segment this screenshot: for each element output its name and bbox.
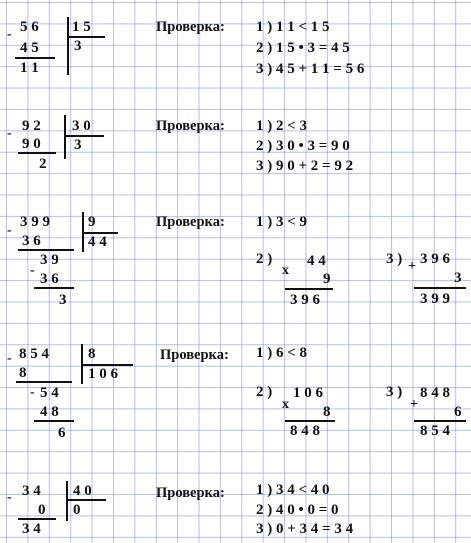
addend-2: 3	[454, 270, 462, 286]
check-step-1: 1 ) 2 < 3	[256, 118, 308, 134]
remainder: 3 4	[22, 521, 41, 537]
subtrahend: 4 5	[20, 40, 39, 56]
divisor: 3 0	[72, 118, 91, 134]
plus-sign: +	[410, 397, 418, 412]
dividend: 3 9 9	[20, 214, 50, 230]
remainder: 3	[59, 292, 67, 308]
addend-2: 6	[454, 404, 462, 420]
quotient: 3	[74, 137, 82, 153]
multiplier: 8	[323, 404, 331, 420]
check-step-1: 1 ) 1 1 < 1 5	[256, 19, 330, 35]
multiplier: 9	[323, 271, 331, 287]
check-step-1: 1 ) 6 < 8	[256, 345, 308, 361]
quotient: 4 4	[88, 234, 107, 250]
step-2-subtrahend: 4 8	[40, 404, 59, 420]
step-1-line	[16, 381, 72, 383]
product: 3 9 6	[290, 292, 320, 308]
check-step-2: 2 ) 3 0 • 3 = 9 0	[256, 138, 350, 154]
step-1-subtrahend: 8	[19, 365, 27, 381]
step-1-subtrahend: 3 6	[22, 233, 41, 249]
step-2-line	[34, 420, 74, 422]
multiply-sign: x	[282, 263, 289, 278]
check-step-2-label: 2 )	[256, 384, 273, 400]
step-1-line	[18, 249, 74, 251]
quotient: 3	[74, 38, 82, 54]
minus-sign: -	[30, 385, 35, 400]
quotient-line	[66, 499, 106, 501]
check-step-2: 2 ) 4 0 • 0 = 0	[256, 502, 339, 518]
minus-sign: -	[7, 223, 12, 238]
check-step-1: 1 ) 3 4 < 4 0	[256, 482, 330, 498]
check-label: Проверка:	[156, 485, 225, 501]
sum: 8 5 4	[420, 423, 450, 439]
division-bar	[67, 17, 69, 75]
divisor: 8	[88, 346, 96, 362]
remainder: 1 1	[20, 60, 39, 76]
check-label: Проверка:	[160, 347, 229, 363]
sum-line	[414, 420, 466, 422]
addend-1: 3 9 6	[420, 251, 450, 267]
divisor: 9	[88, 214, 96, 230]
product-line	[285, 420, 335, 422]
quotient-line	[64, 135, 104, 137]
check-step-3: 3 ) 9 0 + 2 = 9 2	[256, 158, 354, 174]
dividend: 3 4	[22, 483, 41, 499]
remainder: 6	[58, 425, 66, 441]
check-label: Проверка:	[156, 19, 225, 35]
dividend: 5 6	[20, 19, 39, 35]
check-step-3-label: 3 )	[386, 251, 403, 267]
check-label: Проверка:	[156, 214, 225, 230]
division-bar	[64, 115, 66, 159]
check-step-3: 3 ) 0 + 3 4 = 3 4	[256, 521, 354, 537]
divisor: 1 5	[72, 19, 91, 35]
result-line	[15, 57, 55, 59]
check-step-2-label: 2 )	[256, 251, 273, 267]
check-step-2: 2 ) 1 5 • 3 = 4 5	[256, 40, 350, 56]
multiplicand: 1 0 6	[293, 385, 323, 401]
multiply-sign: x	[282, 397, 289, 412]
minus-sign: -	[30, 263, 35, 278]
product: 8 4 8	[290, 423, 320, 439]
minus-sign: -	[7, 27, 12, 42]
minus-sign: -	[7, 126, 12, 141]
addend-1: 8 4 8	[420, 385, 450, 401]
partial-dividend: 5 4	[40, 385, 59, 401]
dividend: 9 2	[22, 118, 41, 134]
check-label: Проверка:	[156, 118, 225, 134]
sum-line	[414, 287, 466, 289]
multiplicand: 4 4	[307, 253, 326, 269]
minus-sign: -	[7, 490, 12, 505]
division-bar	[66, 481, 68, 521]
divisor: 4 0	[73, 483, 92, 499]
product-line	[285, 288, 333, 290]
result-line	[18, 518, 56, 520]
subtrahend: 0	[38, 502, 46, 518]
quotient-line	[67, 36, 105, 38]
check-step-3-label: 3 )	[386, 384, 403, 400]
check-step-3: 3 ) 4 5 + 1 1 = 5 6	[256, 61, 365, 77]
plus-sign: +	[408, 259, 416, 274]
step-2-line	[34, 287, 74, 289]
quotient: 0	[73, 502, 81, 518]
subtrahend: 9 0	[22, 136, 41, 152]
dividend: 8 5 4	[19, 346, 49, 362]
remainder: 2	[39, 156, 47, 172]
result-line	[18, 152, 56, 154]
check-step-1: 1 ) 3 < 9	[256, 214, 308, 230]
minus-sign: -	[7, 351, 12, 366]
quotient: 1 0 6	[88, 366, 118, 382]
step-2-subtrahend: 3 6	[40, 271, 59, 287]
partial-dividend: 3 9	[40, 252, 59, 268]
sum: 3 9 9	[420, 291, 450, 307]
